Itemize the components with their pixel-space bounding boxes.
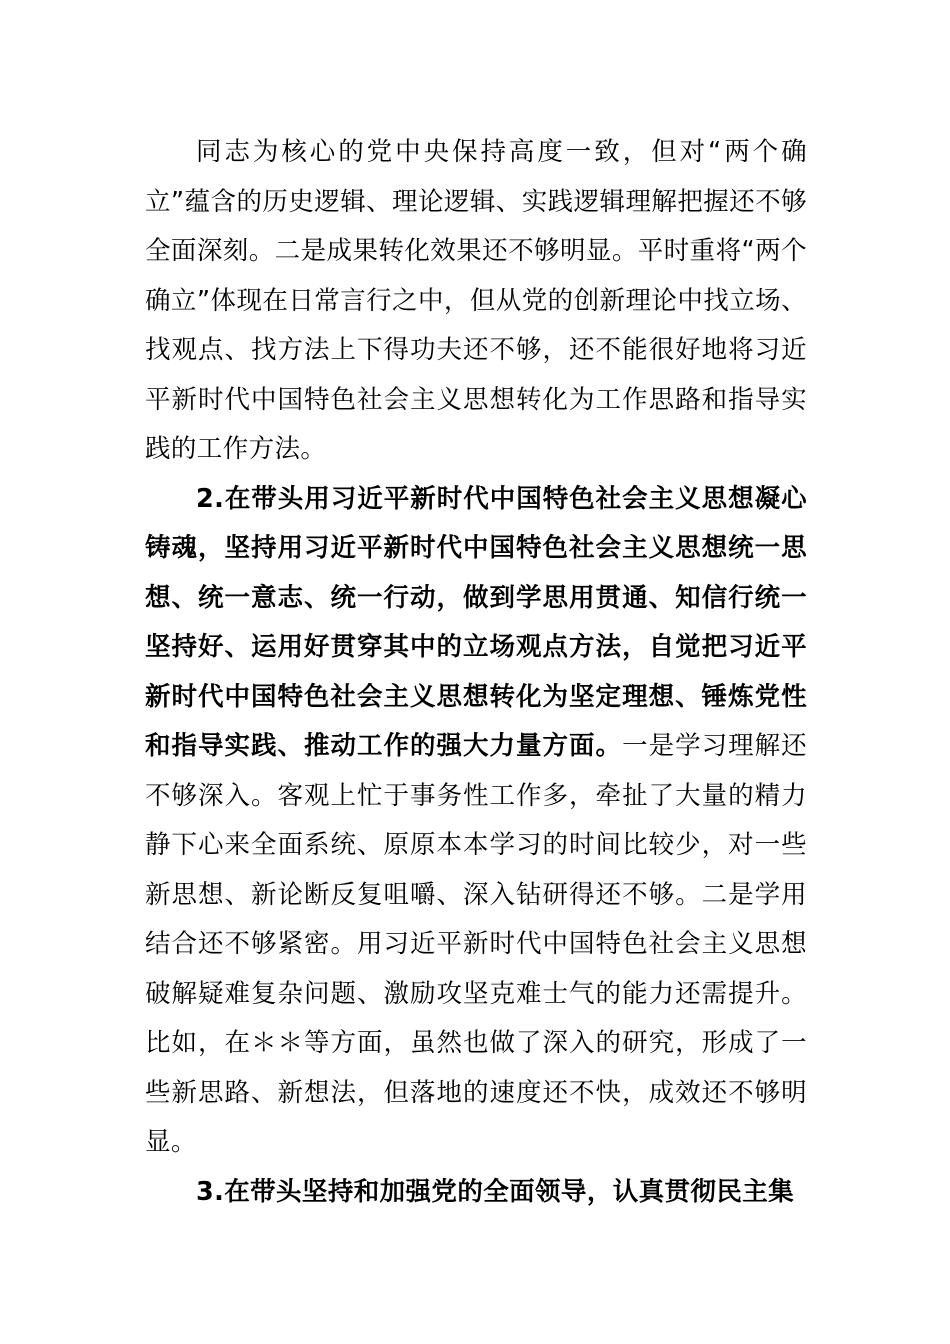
document-body bbox=[145, 128, 807, 1217]
paragraph-1-text: 同志为核心的党中央保持高度一致，但对“两个确立”蕴含的历史逻辑、理论逻辑、实践逻辑理解把握还不够全面深刻。二是成果转化效果还不够明显。平时重将“两个确立”体现在日常言行之中，但从党的创新理论中找立场、找观点、找方法上下得功夫还不够，还不能很好地将习近平新时代中国特色社会主义思想转化为工作思路和指导实践的工作方法。 bbox=[145, 137, 807, 464]
paragraph-2-text: 一是学习理解还不够深入。客观上忙于事务性工作多，牵扯了大量的精力静下心来全面系统、原原本本学习的时间比较少，对一些新思想、新论断反复咀嚼、深入钻研得还不够。二是学用结合还不够紧密。用习近平新时代中国特色社会主义思想破解疑难复杂问题、激励攻坚克难士气的能力还需提升。比如，在＊＊等方面，虽然也做了深入的研究，形成了一些新思路、新想法，但落地的速度还不快，成效还不够明显。 bbox=[145, 731, 807, 1157]
paragraph-2 bbox=[145, 475, 807, 1168]
paragraph-1 bbox=[145, 128, 807, 475]
paragraph-3 bbox=[145, 1168, 807, 1218]
paragraph-3-heading: 3.在带头坚持和加强党的全面领导，认真贯彻民主集 bbox=[196, 1176, 795, 1207]
paragraph-2-heading: 2.在带头用习近平新时代中国特色社会主义思想凝心铸魂，坚持用习近平新时代中国特色社会主义思想统一思想、统一意志、统一行动，做到学思用贯通、知信行统一坚持好、运用好贯穿其中的立场观点方法，自觉把习近平新时代中国特色社会主义思想转化为坚定理想、锤炼党性和指导实践、推动工作的强大力量方面。 bbox=[145, 483, 807, 761]
